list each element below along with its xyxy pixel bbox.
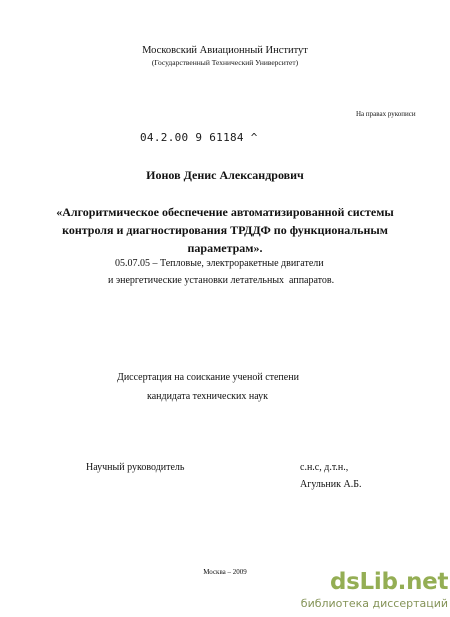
institute-subtitle: (Государственный Технический Университет) [151, 58, 299, 67]
author-name: Ионов Денис Александрович [146, 168, 304, 182]
watermark-tagline: библиотека диссертаций [300, 597, 448, 610]
specialty-line-2: и энергетические установки летательных аппаратов. [108, 275, 335, 286]
degree-line-2: кандидата технических наук [147, 391, 269, 402]
institute-name: Московский Авиационный Институт [142, 45, 308, 56]
dslib-watermark[interactable] [284, 569, 448, 615]
watermark-logo: dsLib.net [330, 569, 449, 595]
city-year: Москва – 2009 [203, 568, 247, 576]
supervisor-name: Агульник А.Б. [300, 479, 362, 490]
dissertation-title [40, 203, 410, 257]
registration-stamp: 04.2.00 9 61184 ^ [140, 131, 258, 144]
title-line-2: контроля и диагностирования ТРДДФ по функциональным [62, 223, 388, 237]
title-line-1: «Алгоритмическое обеспечение автоматизированной системы [56, 205, 394, 219]
manuscript-note: На правах рукописи [356, 110, 416, 118]
supervisor-label: Научный руководитель [86, 462, 185, 473]
specialty-line-1: 05.07.05 – Тепловые, электроракетные двигатели [115, 258, 324, 269]
title-line-3: параметрам». [187, 241, 263, 255]
degree-line-1: Диссертация на соискание ученой степени [117, 372, 299, 383]
supervisor-degree: с.н.с, д.т.н., [300, 462, 349, 473]
